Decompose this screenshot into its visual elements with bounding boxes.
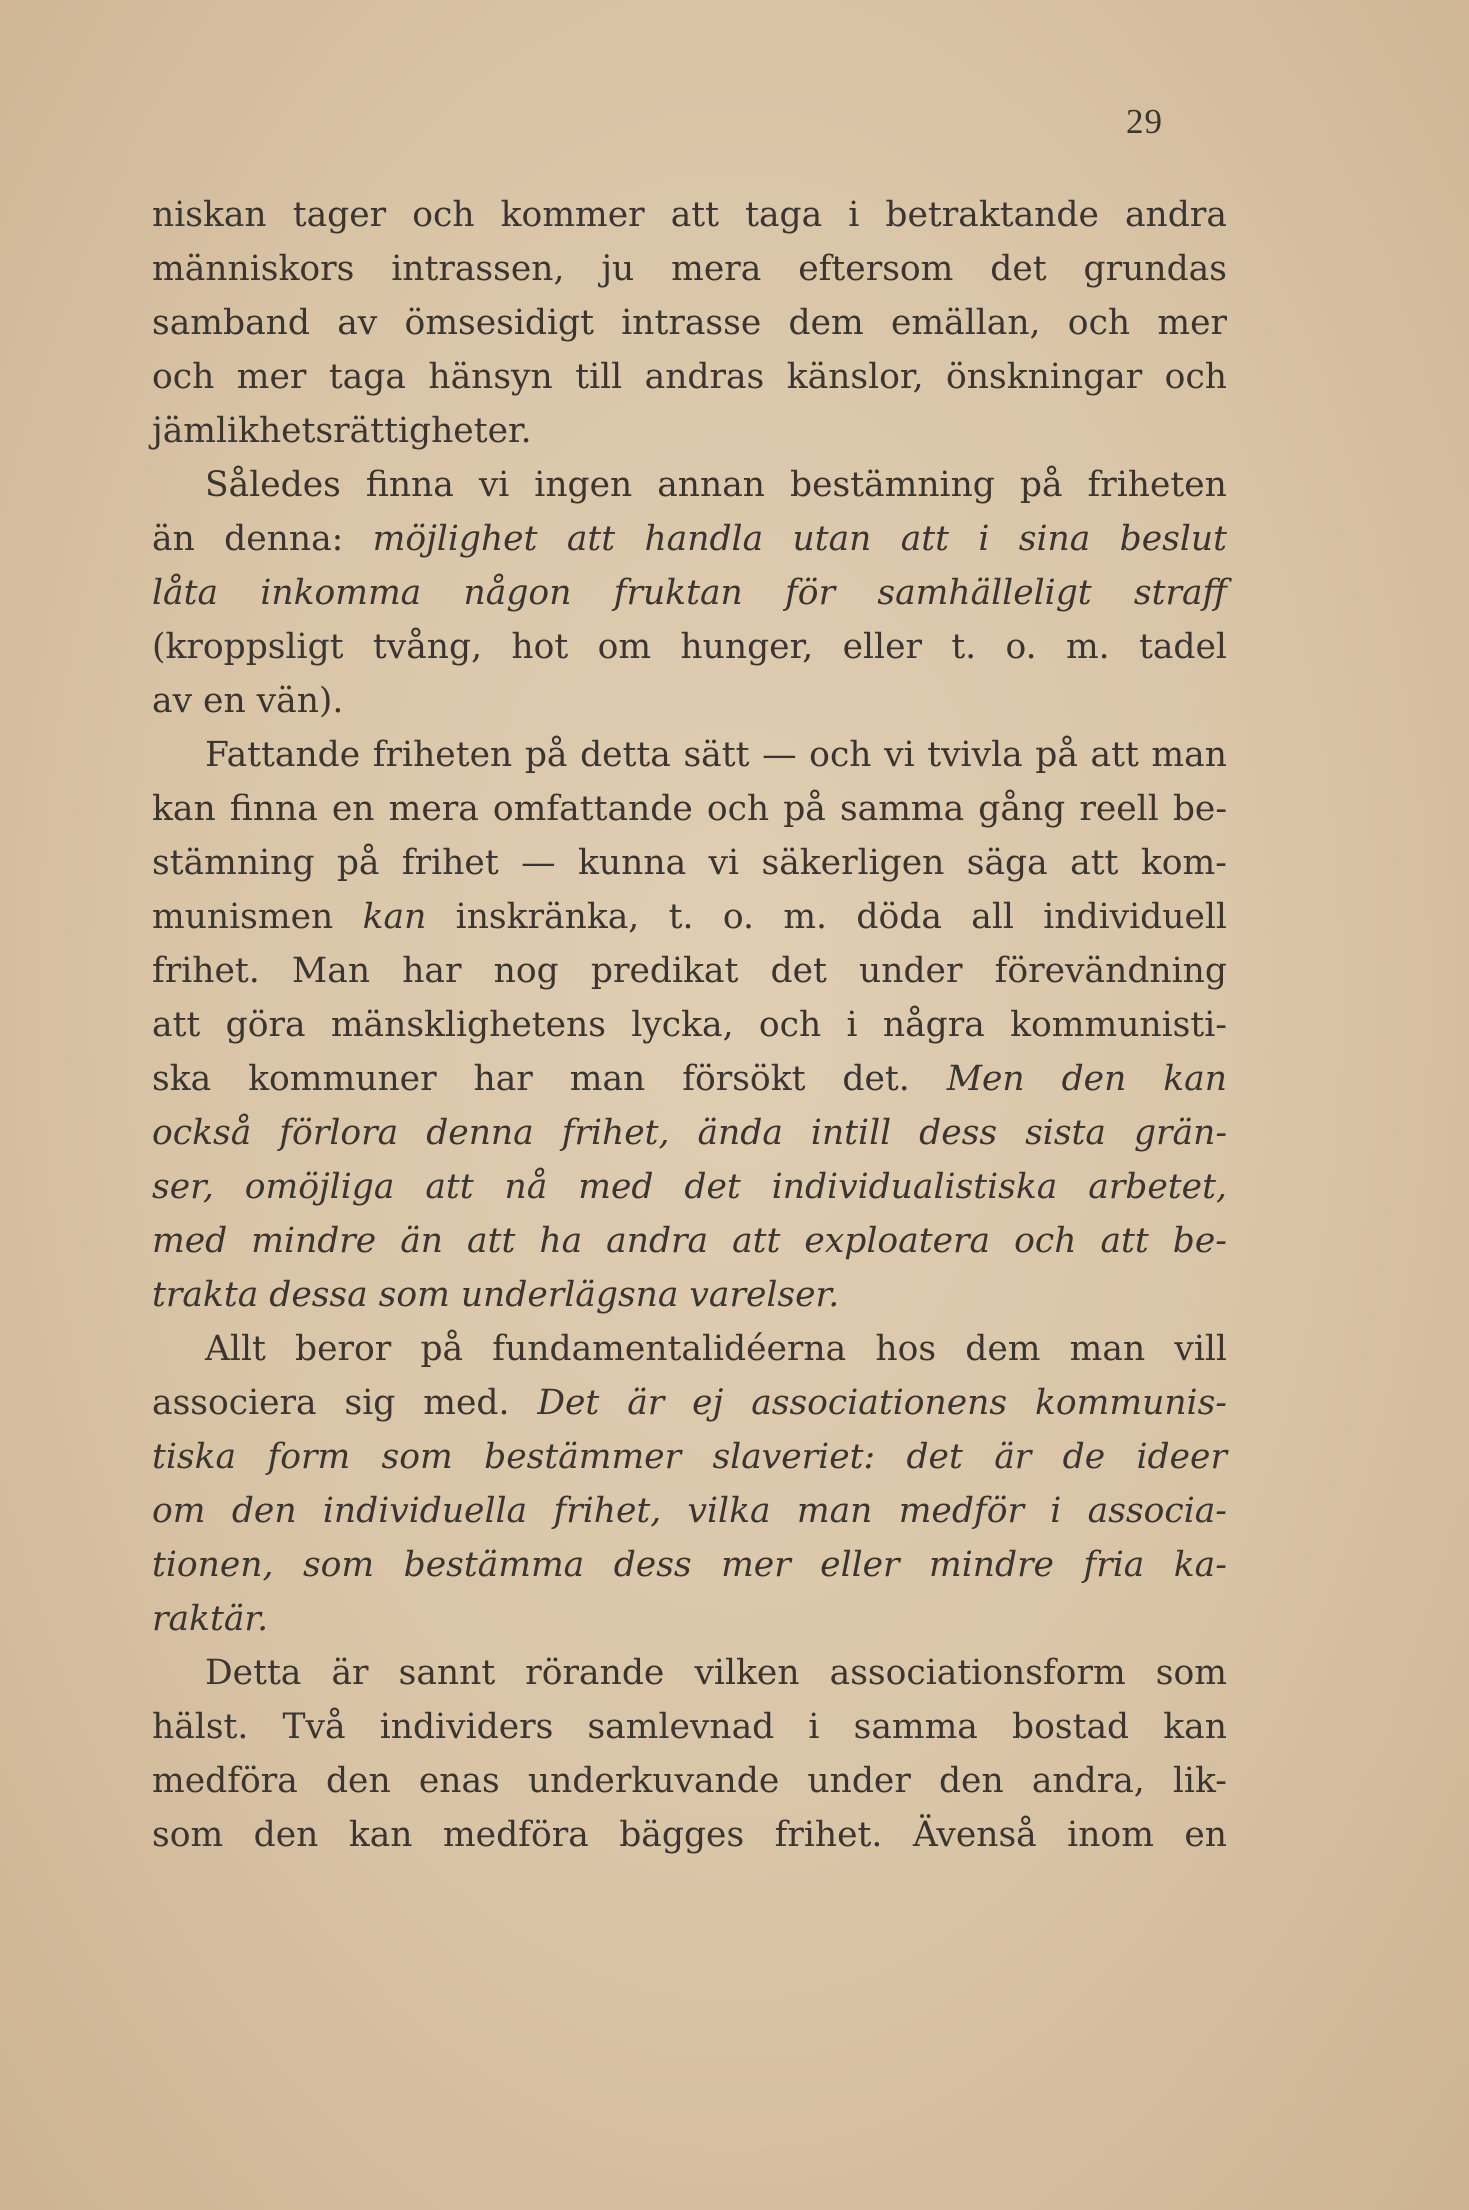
word: det bbox=[906, 1437, 963, 1477]
word: grundas bbox=[1083, 249, 1227, 289]
word: hos bbox=[875, 1329, 937, 1369]
text-line bbox=[152, 782, 1227, 836]
word: kommer bbox=[500, 195, 645, 235]
word: individuell bbox=[1043, 897, 1227, 937]
word: eller bbox=[842, 627, 922, 667]
word: tager bbox=[292, 195, 387, 235]
word: mindre bbox=[251, 1221, 377, 1261]
word: emällan, bbox=[891, 303, 1041, 343]
text-line bbox=[152, 1268, 1227, 1322]
word: annan bbox=[657, 465, 766, 505]
word: individuella bbox=[322, 1491, 528, 1531]
word: all bbox=[971, 897, 1014, 937]
word: bestämning bbox=[789, 465, 995, 505]
text-line bbox=[152, 1700, 1227, 1754]
word: utan bbox=[792, 519, 872, 559]
word: säga bbox=[966, 843, 1048, 883]
word: att bbox=[152, 1005, 201, 1045]
text-line bbox=[152, 1592, 1227, 1646]
word: mera bbox=[671, 249, 762, 289]
text-line bbox=[152, 1808, 1227, 1862]
word: som bbox=[302, 1545, 375, 1585]
word: andras bbox=[644, 357, 765, 397]
text-line bbox=[152, 890, 1227, 944]
word: inom bbox=[1067, 1815, 1154, 1855]
word: på bbox=[336, 843, 380, 883]
word: att bbox=[732, 1221, 781, 1261]
word: associationens bbox=[751, 1383, 1008, 1423]
word: Fattande bbox=[205, 735, 361, 775]
word: ka- bbox=[1173, 1545, 1227, 1585]
word: beslut bbox=[1119, 519, 1227, 559]
text-line bbox=[152, 1160, 1227, 1214]
word: kan bbox=[1163, 1707, 1227, 1747]
word: Ävenså bbox=[912, 1815, 1037, 1855]
word: i bbox=[848, 195, 860, 235]
text-line bbox=[152, 1376, 1227, 1430]
word: frihet, bbox=[561, 1113, 670, 1153]
word: möjlighet bbox=[372, 519, 538, 559]
word: också bbox=[152, 1113, 252, 1153]
line-text: raktär. bbox=[152, 1599, 269, 1639]
word: medföra bbox=[152, 1761, 298, 1801]
word: man bbox=[569, 1059, 646, 1099]
word: finna bbox=[229, 789, 318, 829]
word: förevändning bbox=[994, 951, 1227, 991]
text-line bbox=[152, 296, 1227, 350]
body-text bbox=[152, 188, 1227, 1862]
text-line bbox=[152, 188, 1227, 242]
word: ser, bbox=[152, 1167, 214, 1207]
word: som bbox=[1155, 1653, 1227, 1693]
word: sannt bbox=[398, 1653, 496, 1693]
word: Man bbox=[291, 951, 371, 991]
word: den bbox=[938, 1761, 1004, 1801]
word: rörande bbox=[525, 1653, 665, 1693]
text-line bbox=[152, 944, 1227, 998]
word: ideer bbox=[1136, 1437, 1227, 1477]
word: i bbox=[846, 1005, 858, 1045]
word: det. bbox=[842, 1059, 910, 1099]
word: att bbox=[425, 1167, 474, 1207]
word: människors bbox=[152, 249, 355, 289]
text-line bbox=[152, 1430, 1227, 1484]
word: lycka, bbox=[631, 1005, 734, 1045]
word: m. bbox=[1065, 627, 1110, 667]
word: friheten bbox=[372, 735, 513, 775]
text-line bbox=[152, 674, 1227, 728]
text-line bbox=[152, 1106, 1227, 1160]
word: inskränka, bbox=[455, 897, 640, 937]
word: den bbox=[253, 1815, 319, 1855]
word: på bbox=[1019, 465, 1063, 505]
word: under bbox=[859, 951, 963, 991]
word: är bbox=[331, 1653, 369, 1693]
word: i bbox=[1050, 1491, 1062, 1531]
word: den bbox=[325, 1761, 391, 1801]
word: arbetet, bbox=[1088, 1167, 1227, 1207]
word: taga bbox=[328, 357, 406, 397]
word: be- bbox=[1172, 1221, 1227, 1261]
word: i bbox=[978, 519, 990, 559]
word: att bbox=[566, 519, 616, 559]
word: och bbox=[706, 789, 770, 829]
word: (kroppsligt bbox=[152, 627, 344, 667]
word: frihet. bbox=[152, 951, 260, 991]
word: Detta bbox=[205, 1653, 302, 1693]
word: andra bbox=[1124, 195, 1227, 235]
word: tvång, bbox=[372, 627, 483, 667]
word: samlevnad bbox=[587, 1707, 775, 1747]
word: associationsform bbox=[829, 1653, 1126, 1693]
word: — bbox=[521, 843, 556, 883]
word: den bbox=[1061, 1059, 1127, 1099]
word: ej bbox=[692, 1383, 724, 1423]
word: säkerligen bbox=[761, 843, 945, 883]
word: intrasse bbox=[621, 303, 762, 343]
text-line bbox=[152, 728, 1227, 782]
word: o. bbox=[722, 897, 754, 937]
word: munismen bbox=[152, 897, 334, 937]
line-text: trakta dessa som underlägsna varelser. bbox=[152, 1275, 840, 1315]
word: kan bbox=[362, 897, 427, 937]
word: frihet bbox=[401, 843, 499, 883]
word: ända bbox=[697, 1113, 783, 1153]
word: det bbox=[770, 951, 827, 991]
word: sina bbox=[1018, 519, 1091, 559]
word: på bbox=[1035, 735, 1078, 775]
word: m. bbox=[783, 897, 828, 937]
word: reell bbox=[1079, 789, 1159, 829]
word: inkomma bbox=[260, 573, 422, 613]
word: bestämmer bbox=[484, 1437, 682, 1477]
word: det bbox=[684, 1167, 741, 1207]
word: att bbox=[467, 1221, 516, 1261]
word: önskningar bbox=[946, 357, 1143, 397]
word: Allt bbox=[205, 1329, 266, 1369]
word: ha bbox=[539, 1221, 583, 1261]
word: och bbox=[809, 735, 872, 775]
word: intrassen, bbox=[391, 249, 565, 289]
word: grän- bbox=[1133, 1113, 1227, 1153]
text-line bbox=[152, 512, 1227, 566]
text-line bbox=[152, 620, 1227, 674]
word: med bbox=[578, 1167, 654, 1207]
word: än bbox=[400, 1221, 444, 1261]
word: fundamentalidéerna bbox=[492, 1329, 847, 1369]
word: man bbox=[1069, 1329, 1146, 1369]
word: om bbox=[597, 627, 652, 667]
word: denna bbox=[426, 1113, 534, 1153]
word: och bbox=[758, 1005, 822, 1045]
word: taga bbox=[745, 195, 823, 235]
text-line bbox=[152, 1754, 1227, 1808]
word: enas bbox=[418, 1761, 500, 1801]
word: känslor, bbox=[786, 357, 924, 397]
word: vi bbox=[478, 465, 510, 505]
word: sig bbox=[344, 1383, 396, 1423]
word: dem bbox=[965, 1329, 1041, 1369]
word: beror bbox=[295, 1329, 392, 1369]
word: att bbox=[900, 519, 950, 559]
word: niskan bbox=[152, 195, 267, 235]
word: ingen bbox=[534, 465, 633, 505]
word: man bbox=[1151, 735, 1227, 775]
word: frihet. bbox=[774, 1815, 883, 1855]
word: kan bbox=[348, 1815, 413, 1855]
word: vi bbox=[884, 735, 915, 775]
text-line bbox=[152, 836, 1227, 890]
word: nå bbox=[504, 1167, 548, 1207]
word: hunger, bbox=[680, 627, 814, 667]
word: det bbox=[990, 249, 1047, 289]
word: med bbox=[152, 1221, 228, 1261]
page-number: 29 bbox=[1126, 102, 1163, 141]
word: form bbox=[267, 1437, 351, 1477]
word: samma bbox=[839, 789, 965, 829]
word: den bbox=[231, 1491, 297, 1531]
word: detta bbox=[580, 735, 671, 775]
word: hälst. bbox=[152, 1707, 249, 1747]
text-line bbox=[152, 350, 1227, 404]
word: medför bbox=[898, 1491, 1024, 1531]
text-line bbox=[152, 1322, 1227, 1376]
text-line bbox=[152, 1646, 1227, 1700]
word: i bbox=[808, 1707, 820, 1747]
word: eller bbox=[820, 1545, 900, 1585]
word: associa- bbox=[1087, 1491, 1227, 1531]
word: samband bbox=[152, 303, 310, 343]
word: slaveriet: bbox=[712, 1437, 876, 1477]
word: finna bbox=[365, 465, 454, 505]
word: göra bbox=[225, 1005, 306, 1045]
word: tvivla bbox=[927, 735, 1023, 775]
text-line bbox=[152, 404, 1227, 458]
word: någon bbox=[463, 573, 572, 613]
word: med. bbox=[423, 1383, 510, 1423]
word: kan bbox=[152, 789, 216, 829]
word: som bbox=[381, 1437, 453, 1477]
word: kommunisti- bbox=[1010, 1005, 1227, 1045]
word: kommunis- bbox=[1035, 1383, 1227, 1423]
word: vilken bbox=[694, 1653, 800, 1693]
text-line bbox=[152, 1214, 1227, 1268]
word: mer bbox=[236, 357, 307, 397]
word: om bbox=[152, 1491, 206, 1531]
word: för bbox=[785, 573, 836, 613]
word: och bbox=[152, 357, 215, 397]
word: mänsklighetens bbox=[330, 1005, 606, 1045]
word: mindre bbox=[929, 1545, 1054, 1585]
text-line bbox=[152, 1052, 1227, 1106]
word: en bbox=[331, 789, 375, 829]
word: och bbox=[1067, 303, 1131, 343]
word: kunna bbox=[578, 843, 687, 883]
word: till bbox=[575, 357, 623, 397]
word: fria bbox=[1083, 1545, 1145, 1585]
word: predikat bbox=[590, 951, 739, 991]
word: samma bbox=[853, 1707, 978, 1747]
word: bestämma bbox=[403, 1545, 585, 1585]
word: man bbox=[796, 1491, 873, 1531]
word: kommuner bbox=[248, 1059, 437, 1099]
word: hänsyn bbox=[428, 357, 553, 397]
word: dess bbox=[919, 1113, 998, 1153]
word: på bbox=[420, 1329, 464, 1369]
word: sätt bbox=[683, 735, 750, 775]
word: tadel bbox=[1138, 627, 1227, 667]
word: hot bbox=[511, 627, 569, 667]
word: förlora bbox=[279, 1113, 399, 1153]
word: exploatera bbox=[804, 1221, 991, 1261]
word: t. bbox=[668, 897, 694, 937]
word: nog bbox=[493, 951, 559, 991]
word: att bbox=[670, 195, 720, 235]
word: är bbox=[627, 1383, 665, 1423]
word: på bbox=[524, 735, 568, 775]
word: sista bbox=[1025, 1113, 1106, 1153]
word: andra, bbox=[1031, 1761, 1145, 1801]
word: — bbox=[762, 735, 797, 775]
word: Men bbox=[946, 1059, 1025, 1099]
word: lik- bbox=[1172, 1761, 1227, 1801]
word: än bbox=[152, 519, 195, 559]
word: frihet, bbox=[553, 1491, 662, 1531]
text-line bbox=[152, 1538, 1227, 1592]
word: vi bbox=[708, 843, 740, 883]
word: bägges bbox=[619, 1815, 745, 1855]
word: att bbox=[1070, 843, 1119, 883]
word: låta bbox=[152, 573, 219, 613]
word: medföra bbox=[442, 1815, 589, 1855]
word: dem bbox=[788, 303, 864, 343]
word: gång bbox=[978, 789, 1066, 829]
word: Två bbox=[282, 1707, 346, 1747]
line-text: av en vän). bbox=[152, 681, 344, 721]
word: straff bbox=[1133, 573, 1227, 613]
word: mer bbox=[721, 1545, 791, 1585]
line-text: jämlikhetsrättigheter. bbox=[152, 411, 532, 451]
word: Således bbox=[205, 465, 341, 505]
word: mera bbox=[388, 789, 479, 829]
word: och bbox=[412, 195, 475, 235]
word: kom- bbox=[1140, 843, 1227, 883]
word: intill bbox=[810, 1113, 892, 1153]
word: dess bbox=[613, 1545, 692, 1585]
word: under bbox=[807, 1761, 911, 1801]
word: betraktande bbox=[885, 195, 1099, 235]
word: att bbox=[1090, 735, 1139, 775]
text-line bbox=[152, 998, 1227, 1052]
word: kan bbox=[1163, 1059, 1227, 1099]
text-line bbox=[152, 1484, 1227, 1538]
word: de bbox=[1062, 1437, 1106, 1477]
word: och bbox=[1014, 1221, 1077, 1261]
word: fruktan bbox=[613, 573, 743, 613]
word: denna: bbox=[224, 519, 344, 559]
word: försökt bbox=[682, 1059, 806, 1099]
word: en bbox=[1184, 1815, 1227, 1855]
word: individers bbox=[379, 1707, 554, 1747]
word: t. bbox=[951, 627, 977, 667]
word: ska bbox=[152, 1059, 212, 1099]
word: av bbox=[337, 303, 378, 343]
word: Det bbox=[537, 1383, 600, 1423]
word: ömsesidigt bbox=[404, 303, 594, 343]
word: individualistiska bbox=[771, 1167, 1058, 1207]
word: associera bbox=[152, 1383, 317, 1423]
word: mer bbox=[1157, 303, 1227, 343]
word: ju bbox=[601, 249, 635, 289]
word: och bbox=[1164, 357, 1227, 397]
word: omöjliga bbox=[244, 1167, 395, 1207]
word: o. bbox=[1005, 627, 1037, 667]
word: på bbox=[783, 789, 826, 829]
word: är bbox=[994, 1437, 1032, 1477]
word: be- bbox=[1172, 789, 1227, 829]
word: har bbox=[473, 1059, 533, 1099]
word: några bbox=[882, 1005, 985, 1045]
word: underkuvande bbox=[527, 1761, 780, 1801]
text-line bbox=[152, 242, 1227, 296]
text-line bbox=[152, 458, 1227, 512]
word: vilka bbox=[687, 1491, 771, 1531]
word: som bbox=[152, 1815, 224, 1855]
word: tiska bbox=[152, 1437, 237, 1477]
word: att bbox=[1100, 1221, 1149, 1261]
word: omfattande bbox=[492, 789, 693, 829]
word: samhälleligt bbox=[877, 573, 1092, 613]
word: döda bbox=[856, 897, 942, 937]
word: vill bbox=[1174, 1329, 1227, 1369]
word: andra bbox=[606, 1221, 709, 1261]
text-line bbox=[152, 566, 1227, 620]
word: har bbox=[402, 951, 462, 991]
word: eftersom bbox=[798, 249, 954, 289]
word: friheten bbox=[1087, 465, 1227, 505]
word: stämning bbox=[152, 843, 315, 883]
word: bostad bbox=[1012, 1707, 1130, 1747]
word: tionen, bbox=[152, 1545, 274, 1585]
word: handla bbox=[644, 519, 764, 559]
